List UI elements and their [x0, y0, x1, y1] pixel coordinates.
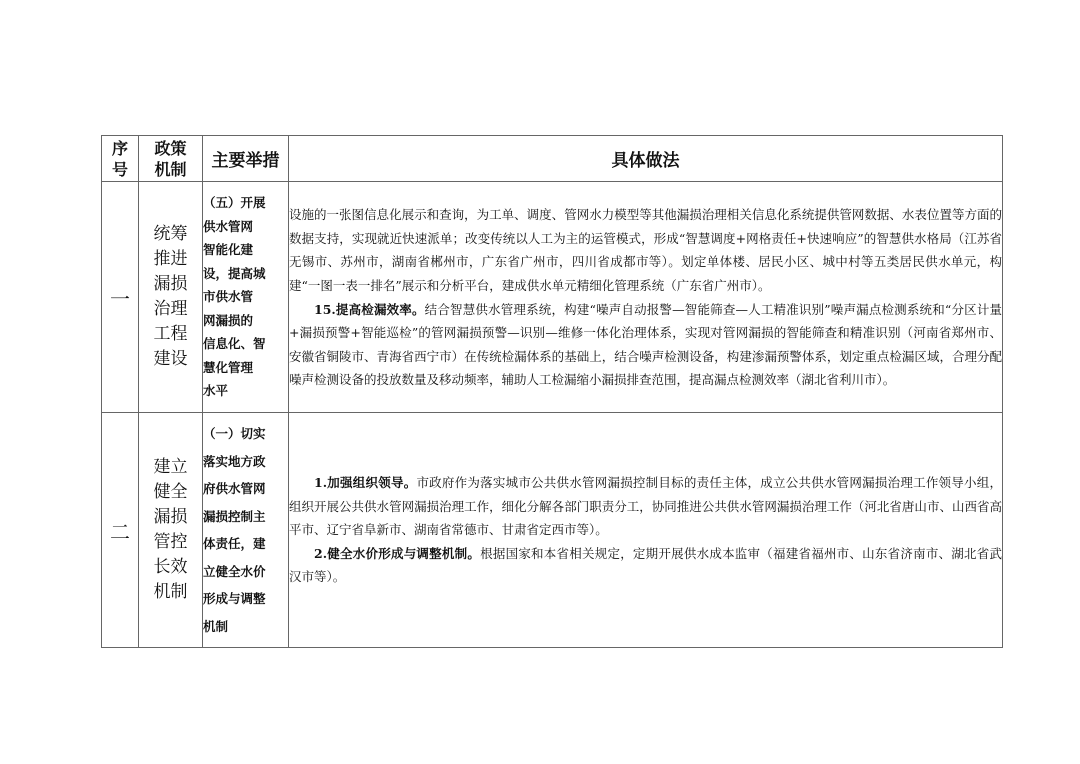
policy-line: 漏损 [153, 507, 188, 527]
measure-line: 形成与调整 [203, 591, 266, 606]
header-number-line1: 序 [111, 138, 128, 158]
measure-line: 府供水管网 [203, 481, 266, 496]
header-policy-line2: 机制 [154, 159, 187, 179]
detail-text: 结合智慧供水管理系统，构建“噪声自动报警—智能筛查—人工精准识别”噪声漏点检测系统和“分区计量+漏损预警+智能巡检”的管网漏损预警—识别—维修一体化治理体系，实现对管网漏损的智能筛查和精准识别（河南省郑州市、安徽省铜陵市、青海省西宁市）在传统检漏体系的基础上，结合噪声检测设备，构建渗漏预警体系，划定重点检漏区域，合理分配噪声检测设备的投放数量及移动频率，辅助人工检漏缩小漏损排查范围，提高漏点检测效率（湖北省利川市）。 [289, 301, 1002, 388]
detail-paragraph [289, 542, 1002, 589]
measure-line: 体责任，建 [203, 536, 266, 551]
detail-text: 根据国家和本省相关规定，定期开展供水成本监审（福建省福州市、山东省济南市、湖北省武汉市等）。 [289, 545, 1002, 585]
policy-line: 建设 [153, 349, 188, 369]
measure-line: 水平 [203, 383, 229, 399]
header-policy-line1: 政策 [154, 138, 187, 158]
row-detail [289, 413, 1003, 648]
table-row [102, 413, 1003, 648]
table-row [102, 182, 1003, 413]
policy-table [101, 135, 1003, 648]
row-measure [203, 413, 289, 648]
header-policy [139, 136, 203, 182]
measure-line: 设，提高城 [203, 265, 266, 281]
detail-lead: 15.提高检漏效率。 [314, 301, 425, 317]
header-number-line2: 号 [111, 159, 128, 179]
measure-line: 网漏损的 [203, 312, 254, 328]
policy-line: 推进 [153, 249, 188, 269]
policy-line: 健全 [153, 482, 188, 502]
table-header-row [102, 136, 1003, 182]
measure-line: 立健全水价 [203, 563, 266, 579]
row-number: 二 [102, 413, 139, 648]
policy-line: 管控 [153, 532, 188, 552]
measure-line: 落实地方政 [203, 453, 266, 469]
detail-paragraph [289, 471, 1002, 542]
measure-line: 供水管网 [203, 218, 254, 234]
policy-line: 治理 [153, 299, 188, 319]
measure-line: 慧化管理 [203, 359, 254, 375]
policy-line: 建立 [153, 457, 188, 477]
detail-lead: 1.加强组织领导。 [314, 475, 417, 491]
detail-lead: 2.健全水价形成与调整机制。 [314, 545, 481, 561]
header-measure: 主要举措 [203, 136, 289, 182]
header-detail: 具体做法 [289, 136, 1003, 182]
row-policy [139, 413, 203, 648]
row-measure [203, 182, 289, 413]
row-number: 一 [102, 182, 139, 413]
measure-line: （五）开展 [203, 195, 266, 211]
policy-line: 机制 [153, 582, 188, 602]
measure-line: 智能化建 [203, 242, 254, 258]
detail-paragraph [289, 298, 1002, 392]
measure-line: 市供水管 [203, 289, 254, 305]
policy-line: 统筹 [153, 224, 188, 244]
measure-line: 机制 [203, 618, 229, 634]
measure-line: （一）切实 [203, 426, 266, 441]
measure-line: 信息化、智 [203, 336, 266, 352]
policy-line: 工程 [153, 324, 188, 344]
detail-paragraph: 设施的一张图信息化展示和查询，为工单、调度、管网水力模型等其他漏损治理相关信息化系统提供管网数据、水表位置等方面的数据支持，实现就近快速派单；改变传统以人工为主的运管模式，形成“智慧调度+网格责任+快速响应”的智慧供水格局（江苏省无锡市、苏州市，湖南省郴州市，广东省广州市，四川省成都市等）。划定单体楼、居民小区、城中村等五类居民供水单元，构建“一图一表一排名”展示和分析平台，建成供水单元精细化管理系统（广东省广州市）。 [289, 207, 1002, 293]
measure-line: 漏损控制主 [203, 508, 266, 524]
row-detail [289, 182, 1003, 413]
row-policy [139, 182, 203, 413]
policy-line: 长效 [153, 557, 188, 577]
detail-text: 市政府作为落实城市公共供水管网漏损控制目标的责任主体，成立公共供水管网漏损治理工作领导小组，组织开展公共供水管网漏损治理工作，细化分解各部门职责分工，协同推进公共供水管网漏损治理工作（河北省唐山市、山西省高平市、辽宁省阜新市、湖南省常德市、甘肃省定西市等）。 [289, 475, 1002, 538]
policy-line: 漏损 [153, 274, 188, 294]
header-number [102, 136, 139, 182]
